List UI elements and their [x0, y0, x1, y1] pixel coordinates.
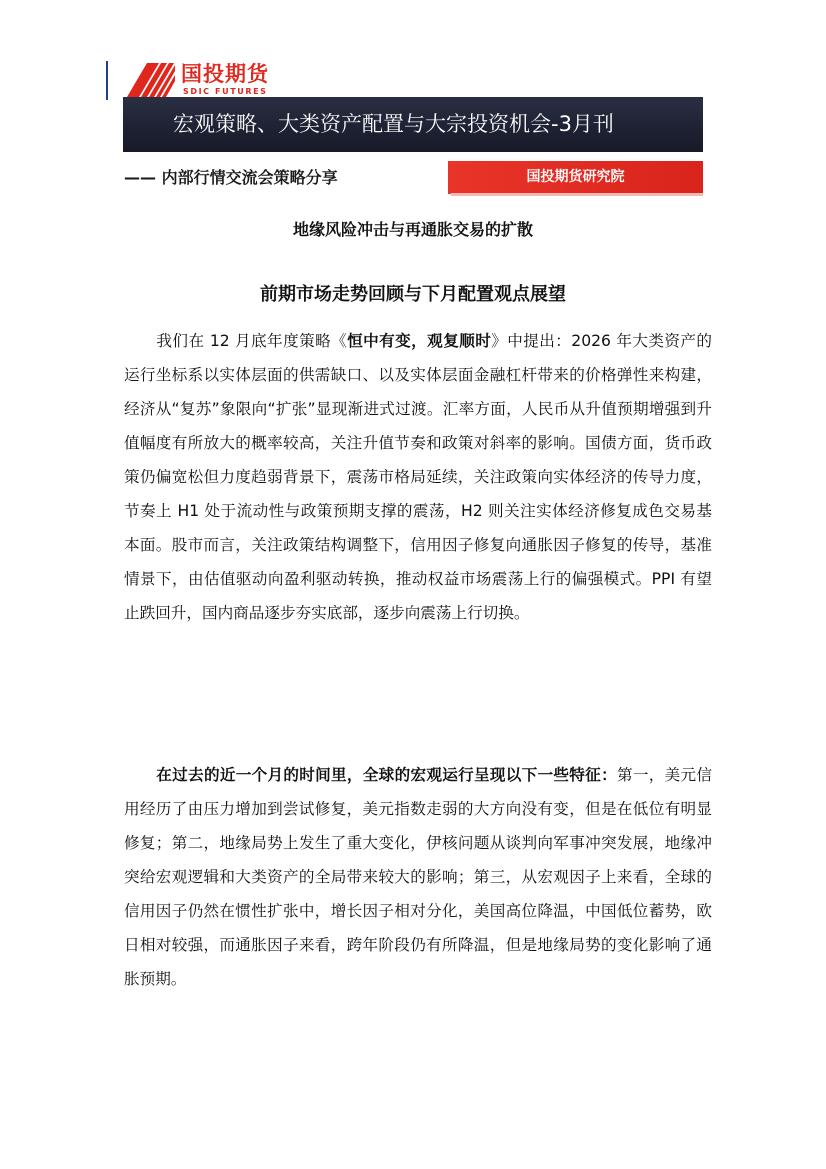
institute-badge-shadow	[451, 193, 703, 196]
report-topic: 地缘风险冲击与再通胀交易的扩散	[292, 220, 533, 239]
sdic-futures-logo	[125, 62, 285, 98]
institute-badge: 国投期货研究院	[448, 161, 703, 194]
report-subtitle: —— 内部行情交流会策略分享	[124, 168, 338, 187]
section-heading: 前期市场走势回顾与下月配置观点展望	[260, 284, 566, 305]
sdic-logo-icon	[125, 63, 175, 97]
report-title: 宏观策略、大类资产配置与大宗投资机会-3月刊	[173, 112, 614, 136]
paragraph-annual-strategy-review	[124, 324, 712, 630]
report-title-banner	[123, 97, 703, 152]
paragraph-global-macro-features	[124, 758, 712, 996]
p1-lead: 我们在 12 月底年度策略《	[156, 332, 348, 350]
p1-strategy-title: 恒中有变，观复顺时	[347, 332, 492, 350]
p1-body: 》中提出：2026 年大类资产的运行坐标系以实体层面的供需缺口、以及实体层面金融杠杆带来的价格弹性来构建，经济从“复苏”象限向“扩张”显现渐进式过渡。汇率方面，人民币从升值预期增强到升值幅度有所放大的概率较高，关注升值节奏和政策对斜率的影响。国债方面，货币政策仍偏宽松但力度趋弱背景下，震荡市格局延续，关注政策向实体经济的传导力度，节奏上 H1 处于流动性与政策预期支撑的震荡，H2 则关注实体经济修复成色交易基本面。股市而言，关注政策结构调整下，信用因子修复向通胀因子修复的传导，基准情景下，由估值驱动向盈利驱动转换，推动权益市场震荡上行的偏强模式。PPI 有望止跌回升，国内商品逐步夯实底部，逐步向震荡上行切换。	[124, 332, 712, 622]
logo-english-text: SDIC FUTURES	[183, 87, 268, 96]
p2-body: 第一，美元信用经历了由压力增加到尝试修复，美元指数走弱的大方向没有变，但是在低位有明显修复；第二，地缘局势上发生了重大变化，伊核问题从谈判向军事冲突发展，地缘冲突给宏观逻辑和大类资产的全局带来较大的影响；第三，从宏观因子上来看，全球的信用因子仍然在惯性扩张中，增长因子相对分化，美国高位降温，中国低位蓄势，欧日相对较强，而通胀因子来看，跨年阶段仍有所降温，但是地缘局势的变化影响了通胀预期。	[124, 766, 712, 988]
logo-chinese-text: 国投期货	[181, 62, 269, 86]
p2-lead: 在过去的近一个月的时间里，全球的宏观运行呈现以下一些特征：	[156, 766, 617, 784]
header-accent-rule	[106, 61, 108, 100]
